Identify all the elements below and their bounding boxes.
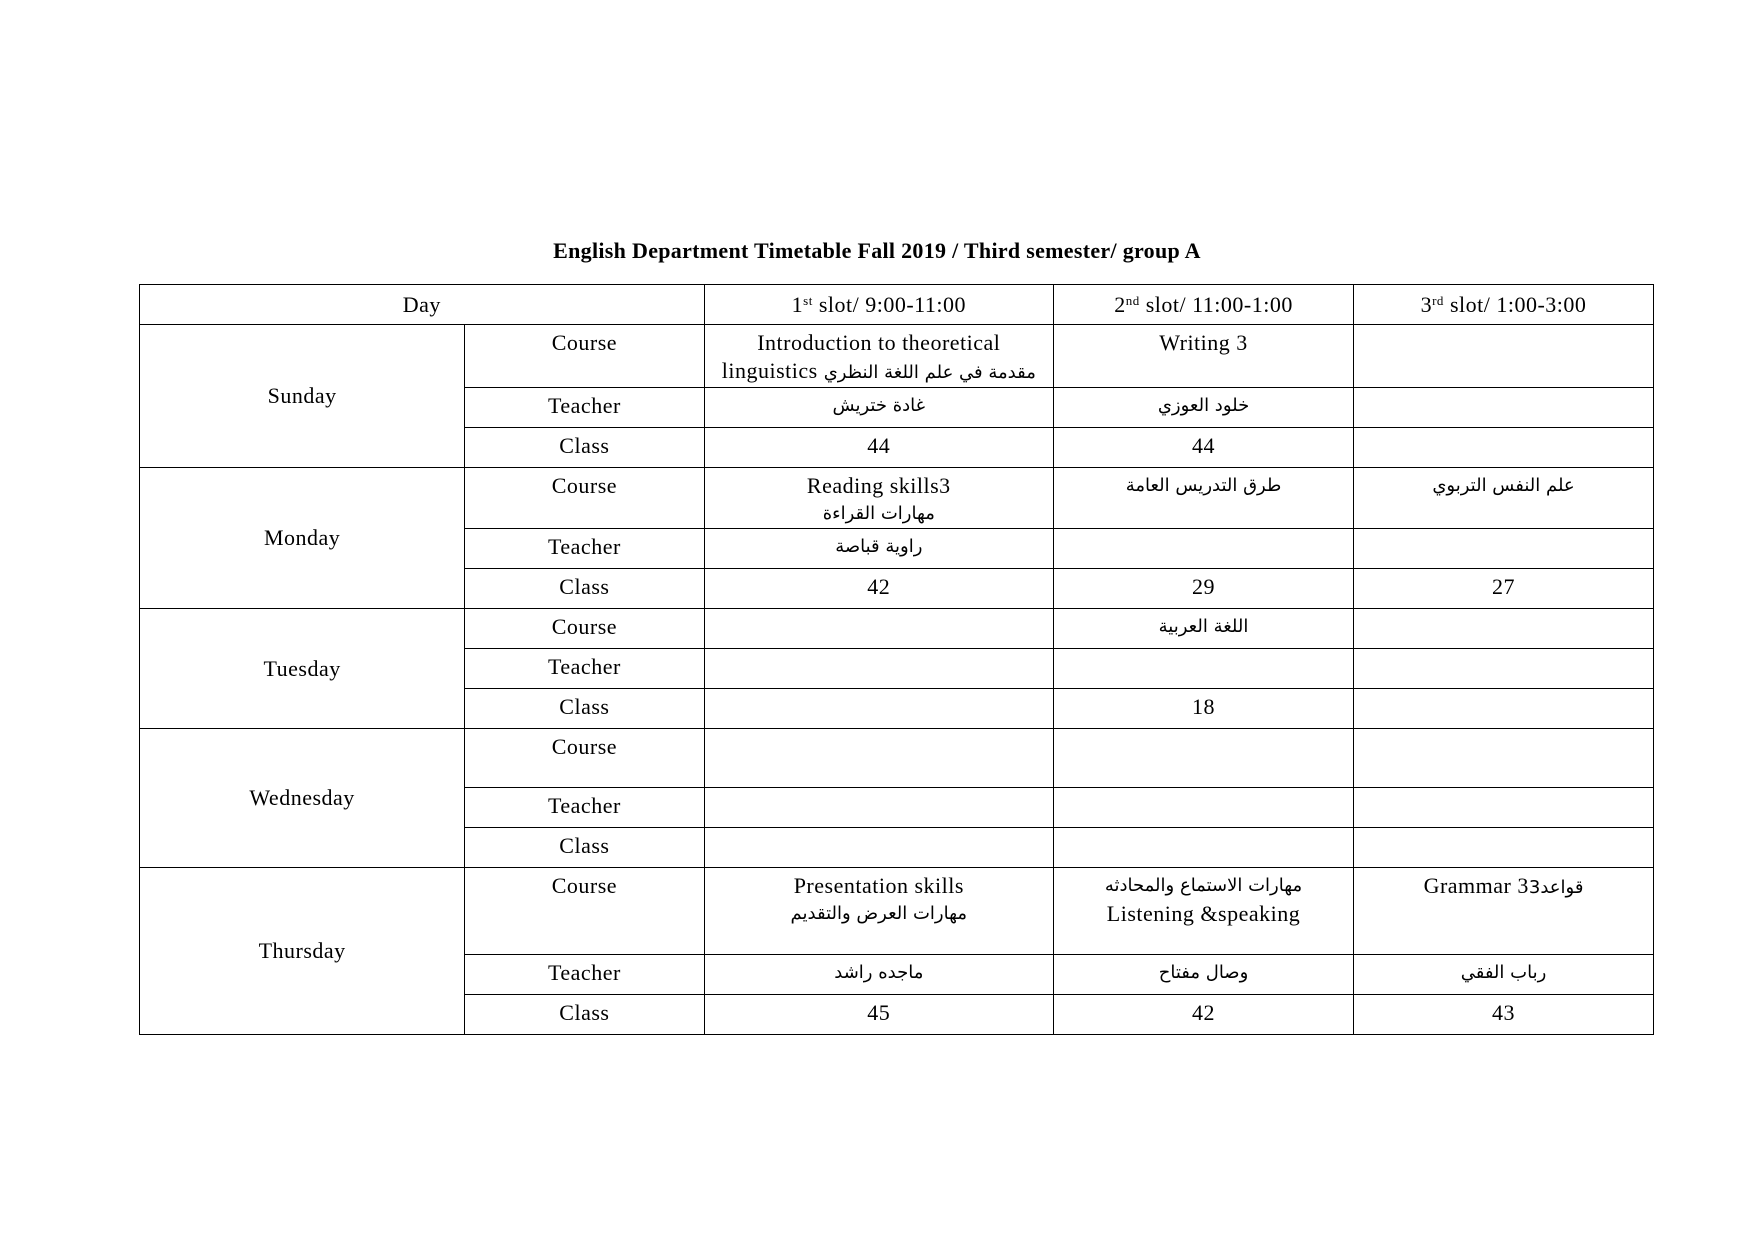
- header-day: Day: [140, 285, 705, 325]
- course-cell: Grammar 3قواعد3: [1354, 868, 1654, 955]
- day-sunday: Sunday: [140, 325, 465, 468]
- class-cell: 43: [1354, 995, 1654, 1035]
- row-label-course: Course: [465, 609, 704, 649]
- course-cell: Reading skills3 مهارات القراءة: [704, 468, 1053, 529]
- class-cell: 45: [704, 995, 1053, 1035]
- class-cell: [704, 689, 1053, 729]
- day-wednesday: Wednesday: [140, 729, 465, 868]
- row-label-class: Class: [465, 995, 704, 1035]
- teacher-cell: خلود العوزي: [1054, 388, 1354, 428]
- class-cell: 18: [1054, 689, 1354, 729]
- class-cell: 42: [1054, 995, 1354, 1035]
- row-label-teacher: Teacher: [465, 529, 704, 569]
- course-cell: [704, 609, 1053, 649]
- day-tuesday: Tuesday: [140, 609, 465, 729]
- teacher-cell: [1054, 788, 1354, 828]
- teacher-cell: [1054, 649, 1354, 689]
- row-label-teacher: Teacher: [465, 955, 704, 995]
- teacher-cell: [1354, 788, 1654, 828]
- course-cell: اللغة العربية: [1054, 609, 1354, 649]
- day-thursday: Thursday: [140, 868, 465, 1035]
- row-label-course: Course: [465, 729, 704, 788]
- class-cell: [1354, 828, 1654, 868]
- header-slot-3: 3rd slot/ 1:00-3:00: [1354, 285, 1654, 325]
- page-title: English Department Timetable Fall 2019 / Third semester/ group A: [553, 238, 1201, 263]
- course-cell: علم النفس التربوي: [1354, 468, 1654, 529]
- course-cell: Presentation skills مهارات العرض والتقديم: [704, 868, 1053, 955]
- class-cell: [704, 828, 1053, 868]
- row-label-course: Course: [465, 325, 704, 388]
- class-cell: 42: [704, 569, 1053, 609]
- timetable: [139, 284, 1654, 1035]
- course-cell: مهارات الاستماع والمحادثه Listening &speaking: [1054, 868, 1354, 955]
- table-row: [140, 468, 1654, 529]
- class-cell: [1354, 428, 1654, 468]
- course-cell: [704, 729, 1053, 788]
- header-slot-1: 1st slot/ 9:00-11:00: [704, 285, 1053, 325]
- class-cell: 44: [1054, 428, 1354, 468]
- row-label-teacher: Teacher: [465, 388, 704, 428]
- row-label-class: Class: [465, 569, 704, 609]
- row-label-class: Class: [465, 689, 704, 729]
- row-label-teacher: Teacher: [465, 649, 704, 689]
- table-row: [140, 325, 1654, 388]
- day-monday: Monday: [140, 468, 465, 609]
- course-cell: [1054, 729, 1354, 788]
- course-cell: Writing 3: [1054, 325, 1354, 388]
- teacher-cell: [1354, 388, 1654, 428]
- teacher-cell: ماجده راشد: [704, 955, 1053, 995]
- teacher-cell: [704, 649, 1053, 689]
- course-cell: [1354, 609, 1654, 649]
- class-cell: 29: [1054, 569, 1354, 609]
- teacher-cell: غادة ختريش: [704, 388, 1053, 428]
- course-cell: طرق التدريس العامة: [1054, 468, 1354, 529]
- class-cell: 44: [704, 428, 1053, 468]
- teacher-cell: رباب الفقي: [1354, 955, 1654, 995]
- table-row: [140, 868, 1654, 955]
- header-slot-2: 2nd slot/ 11:00-1:00: [1054, 285, 1354, 325]
- table-row: [140, 729, 1654, 788]
- class-cell: [1354, 689, 1654, 729]
- row-label-course: Course: [465, 468, 704, 529]
- row-label-teacher: Teacher: [465, 788, 704, 828]
- class-cell: [1054, 828, 1354, 868]
- class-cell: 27: [1354, 569, 1654, 609]
- row-label-class: Class: [465, 828, 704, 868]
- teacher-cell: [1354, 649, 1654, 689]
- row-label-course: Course: [465, 868, 704, 955]
- teacher-cell: [1354, 529, 1654, 569]
- header-row: [140, 285, 1654, 325]
- teacher-cell: راوية قباصة: [704, 529, 1053, 569]
- row-label-class: Class: [465, 428, 704, 468]
- course-cell: [1354, 325, 1654, 388]
- teacher-cell: [704, 788, 1053, 828]
- course-cell: [1354, 729, 1654, 788]
- teacher-cell: وصال مفتاح: [1054, 955, 1354, 995]
- teacher-cell: [1054, 529, 1354, 569]
- table-row: [140, 609, 1654, 649]
- course-cell: Introduction to theoretical linguistics مقدمة في علم اللغة النظري: [704, 325, 1053, 388]
